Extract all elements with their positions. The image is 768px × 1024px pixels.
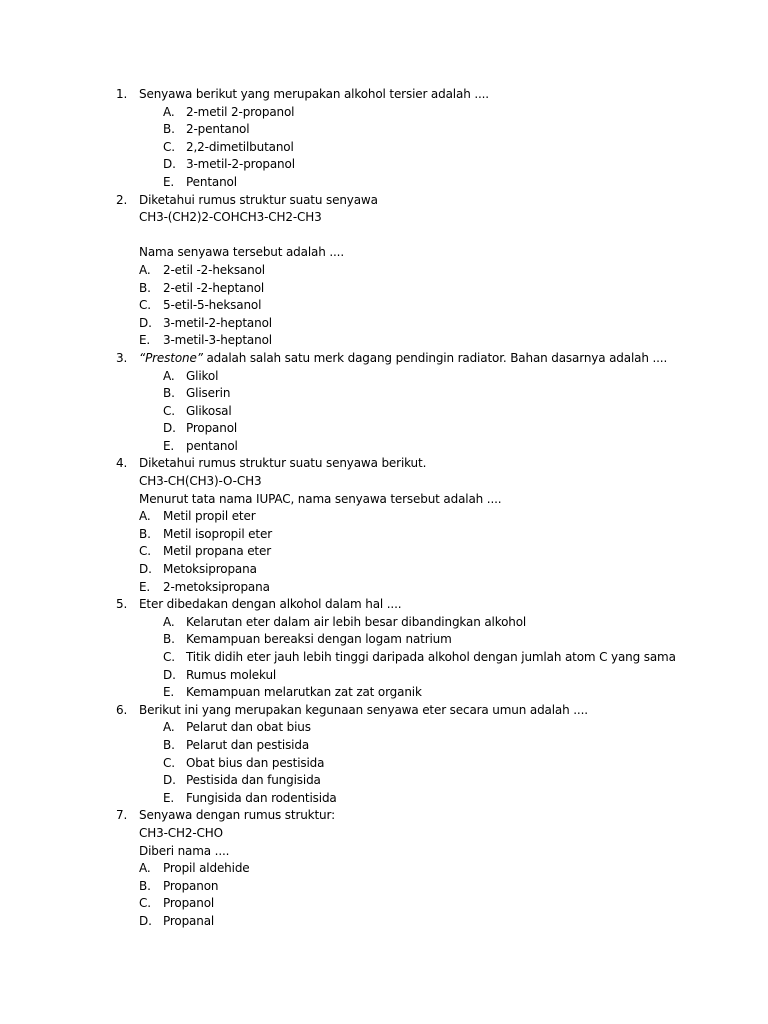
option-b bbox=[0, 878, 768, 896]
option-letter: A. bbox=[139, 509, 151, 524]
option-text: 5-etil-5-heksanol bbox=[163, 298, 262, 313]
option-c bbox=[0, 755, 768, 773]
option-text: 2-metoksipropana bbox=[163, 579, 270, 594]
option-text: pentanol bbox=[186, 438, 238, 453]
option-text: 2,2-dimetilbutanol bbox=[186, 139, 294, 154]
question-text: adalah salah satu merk dagang pendingin radiator. Bahan dasarnya adalah .... bbox=[202, 350, 668, 365]
option-letter: C. bbox=[163, 755, 175, 770]
option-text: Pelarut dan obat bius bbox=[186, 720, 311, 735]
structural-formula: CH3-(CH2)2-COHCH3-CH2-CH3 bbox=[139, 210, 322, 225]
option-a bbox=[0, 368, 768, 386]
option-d bbox=[0, 913, 768, 931]
option-b bbox=[0, 526, 768, 544]
question-number: 4. bbox=[116, 456, 128, 471]
option-letter: E. bbox=[163, 685, 175, 700]
option-c bbox=[0, 649, 768, 667]
question-number: 7. bbox=[116, 808, 128, 823]
option-letter: B. bbox=[139, 526, 151, 541]
option-c bbox=[0, 403, 768, 421]
option-c bbox=[0, 139, 768, 157]
option-letter: A. bbox=[163, 104, 175, 119]
option-e bbox=[0, 684, 768, 702]
question-3 bbox=[0, 350, 768, 456]
question-prompt: Menurut tata nama IUPAC, nama senyawa tersebut adalah .... bbox=[139, 491, 502, 506]
option-text: Metil isopropil eter bbox=[163, 526, 272, 541]
option-letter: A. bbox=[139, 861, 151, 876]
option-text: Metil propil eter bbox=[163, 509, 256, 524]
option-letter: B. bbox=[163, 386, 175, 401]
option-text: Pestisida dan fungisida bbox=[186, 773, 321, 788]
option-a bbox=[0, 262, 768, 280]
option-text: Gliserin bbox=[186, 386, 231, 401]
option-letter: A. bbox=[163, 720, 175, 735]
option-b bbox=[0, 385, 768, 403]
option-text: Propanon bbox=[163, 878, 219, 893]
option-text: Pelarut dan pestisida bbox=[186, 737, 310, 752]
option-text: Glikosal bbox=[186, 403, 232, 418]
option-letter: C. bbox=[163, 650, 175, 664]
option-text: 3-metil-2-heptanol bbox=[163, 315, 272, 330]
option-text: 2-etil -2-heksanol bbox=[163, 262, 265, 277]
question-text: Senyawa berikut yang merupakan alkohol tersier adalah .... bbox=[139, 87, 489, 101]
option-text: 3-metil-2-propanol bbox=[186, 157, 295, 172]
option-e bbox=[0, 579, 768, 597]
option-text: Propanal bbox=[163, 913, 215, 928]
option-b bbox=[0, 121, 768, 139]
question-text: Diketahui rumus struktur suatu senyawa bbox=[139, 192, 378, 207]
option-a bbox=[0, 860, 768, 878]
option-letter: D. bbox=[139, 315, 152, 330]
option-letter: E. bbox=[163, 790, 175, 805]
option-letter: C. bbox=[139, 298, 151, 313]
question-prompt: Nama senyawa tersebut adalah .... bbox=[139, 245, 345, 260]
option-letter: A. bbox=[163, 614, 175, 629]
option-letter: D. bbox=[163, 421, 176, 436]
option-letter: C. bbox=[163, 403, 175, 418]
option-letter: E. bbox=[139, 579, 151, 594]
option-letter: C. bbox=[139, 896, 151, 911]
option-text: 2-metil 2-propanol bbox=[186, 104, 295, 119]
question-number: 2. bbox=[116, 192, 128, 207]
question-number: 6. bbox=[116, 702, 128, 717]
question-prompt: Diberi nama .... bbox=[139, 843, 230, 858]
question-text: Senyawa dengan rumus struktur: bbox=[139, 808, 335, 823]
option-letter: B. bbox=[163, 122, 175, 137]
option-text: Glikol bbox=[186, 368, 219, 383]
question-text: Berikut ini yang merupakan kegunaan senyawa eter secara umun adalah .... bbox=[139, 702, 588, 717]
option-text: Kemampuan melarutkan zat zat organik bbox=[186, 685, 422, 700]
option-text: Fungisida dan rodentisida bbox=[186, 790, 337, 805]
option-d bbox=[0, 561, 768, 579]
brand-name: “Prestone” bbox=[139, 350, 203, 365]
option-letter: E. bbox=[163, 174, 175, 189]
option-text: Rumus molekul bbox=[186, 667, 277, 682]
question-2 bbox=[0, 192, 768, 350]
option-e bbox=[0, 174, 768, 192]
option-letter: B. bbox=[163, 737, 175, 752]
option-letter: D. bbox=[163, 773, 176, 788]
option-c bbox=[0, 895, 768, 913]
option-letter: C. bbox=[139, 544, 151, 559]
option-text: Obat bius dan pestisida bbox=[186, 755, 325, 770]
option-letter: B. bbox=[139, 878, 151, 893]
option-text: Titik didih eter jauh lebih tinggi daripada alkohol dengan jumlah atom C yang sama bbox=[186, 650, 676, 664]
option-e bbox=[0, 438, 768, 456]
option-letter: B. bbox=[139, 280, 151, 295]
option-text: 2-pentanol bbox=[186, 122, 250, 137]
option-d bbox=[0, 156, 768, 174]
question-number: 5. bbox=[116, 597, 128, 612]
question-7 bbox=[0, 807, 768, 930]
option-c bbox=[0, 297, 768, 315]
option-letter: E. bbox=[139, 333, 151, 348]
option-text: Propanol bbox=[163, 896, 215, 911]
option-a bbox=[0, 104, 768, 122]
option-a bbox=[0, 614, 768, 632]
question-number: 1. bbox=[116, 87, 128, 101]
option-text: Propanol bbox=[186, 421, 238, 436]
option-letter: E. bbox=[163, 438, 175, 453]
structural-formula: CH3-CH(CH3)-O-CH3 bbox=[139, 474, 262, 489]
option-a bbox=[0, 719, 768, 737]
question-6 bbox=[0, 702, 768, 808]
question-text: Eter dibedakan dengan alkohol dalam hal .... bbox=[139, 597, 402, 612]
question-5 bbox=[0, 596, 768, 702]
option-letter: D. bbox=[139, 562, 152, 577]
question-1 bbox=[0, 86, 768, 192]
option-text: 3-metil-3-heptanol bbox=[163, 333, 272, 348]
option-letter: A. bbox=[163, 368, 175, 383]
option-letter: C. bbox=[163, 139, 175, 154]
option-letter: D. bbox=[139, 913, 152, 928]
option-d bbox=[0, 667, 768, 685]
option-letter: B. bbox=[163, 632, 175, 647]
option-text: Kemampuan bereaksi dengan logam natrium bbox=[186, 632, 452, 647]
option-e bbox=[0, 790, 768, 808]
option-b bbox=[0, 737, 768, 755]
option-text: Propil aldehide bbox=[163, 861, 250, 876]
option-text: Kelarutan eter dalam air lebih besar dibandingkan alkohol bbox=[186, 614, 527, 629]
structural-formula: CH3-CH2-CHO bbox=[139, 825, 223, 840]
option-b bbox=[0, 631, 768, 649]
option-text: Metoksipropana bbox=[163, 562, 257, 577]
option-d bbox=[0, 420, 768, 438]
question-4 bbox=[0, 455, 768, 596]
option-c bbox=[0, 543, 768, 561]
option-text: Metil propana eter bbox=[163, 544, 272, 559]
option-letter: D. bbox=[163, 667, 176, 682]
question-text: Diketahui rumus struktur suatu senyawa berikut. bbox=[139, 456, 427, 471]
quiz-document bbox=[0, 86, 768, 931]
option-letter: A. bbox=[139, 262, 151, 277]
option-d bbox=[0, 772, 768, 790]
option-e bbox=[0, 332, 768, 350]
question-number: 3. bbox=[116, 350, 128, 365]
option-text: 2-etil -2-heptanol bbox=[163, 280, 265, 295]
option-text: Pentanol bbox=[186, 174, 237, 189]
option-letter: D. bbox=[163, 157, 176, 172]
option-a bbox=[0, 508, 768, 526]
option-b bbox=[0, 280, 768, 298]
option-d bbox=[0, 315, 768, 333]
